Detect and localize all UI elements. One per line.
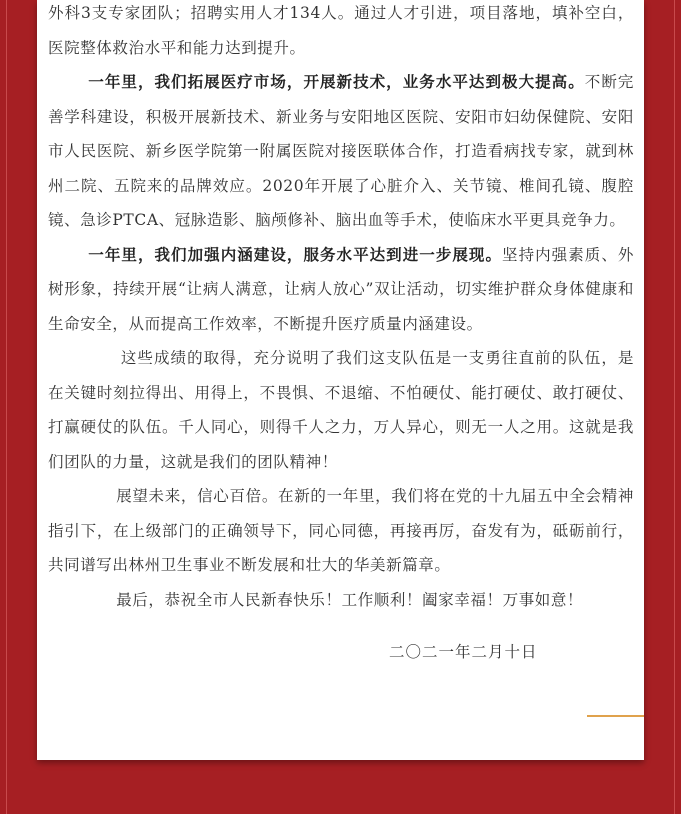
border-line-right xyxy=(674,0,675,814)
paragraph-3 xyxy=(48,238,634,342)
paragraph-3-lead: 一年里，我们加强内涵建设，服务水平达到进一步展现。 xyxy=(88,244,503,264)
paragraph-1-text: 外科3支专家团队；招聘实用人才134人。通过人才引进，项目落地，填补空白，医院整体救治水平和能力达到提升。 xyxy=(48,4,634,57)
paragraph-2-text: 不断完善学科建设，积极开展新技术、新业务与安阳地区医院、安阳市妇幼保健院、安阳市人民医院、新乡医学院第一附属医院对接医联体合作，打造看病找专家，就到林州二院、五院来的品牌效应。2020年开展了心脏介入、关节镜、椎间孔镜、腹腔镜、急诊PTCA、冠脉造影、脑颅修补、脑出血等手术，使临床水平更具竞争力。 xyxy=(48,73,634,229)
paragraph-6-text: 最后，恭祝全市人民新春快乐！工作顺利！阖家幸福！万事如意！ xyxy=(116,590,584,609)
paragraph-6 xyxy=(48,583,634,618)
paragraph-4 xyxy=(48,341,634,479)
paragraph-3-text: 坚持内强素质、外树形象，持续开展“让病人满意，让病人放心”双让活动，切实维护群众身体健康和生命安全，从而提高工作效率，不断提升医疗质量内涵建设。 xyxy=(48,245,634,333)
paragraph-1 xyxy=(48,0,634,65)
paragraph-4-text: 这些成绩的取得，充分说明了我们这支队伍是一支勇往直前的队伍，是在关键时刻拉得出、用得上，不畏惧、不退缩、不怕硬仗、能打硬仗、敢打硬仗、打赢硬仗的队伍。千人同心，则得千人之力，万人异心，则无一人之用。这就是我们团队的力量，这就是我们的团队精神！ xyxy=(48,349,634,471)
gold-accent-line xyxy=(587,715,644,717)
paragraph-2 xyxy=(48,65,634,238)
paragraph-5-text: 展望未来，信心百倍。在新的一年里，我们将在党的十九届五中全会精神指引下，在上级部门的正确领导下，同心同德，再接再厉，奋发有为，砥砺前行，共同谱写出林州卫生事业不断发展和壮大的华美新篇章。 xyxy=(48,487,634,574)
letter-date: 二〇二一年二月十日 xyxy=(389,643,538,661)
paragraph-2-lead: 一年里，我们拓展医疗市场，开展新技术，业务水平达到极大提高。 xyxy=(88,72,585,91)
letter-body xyxy=(48,0,634,670)
border-line-left xyxy=(6,0,7,814)
paragraph-5 xyxy=(48,479,634,583)
